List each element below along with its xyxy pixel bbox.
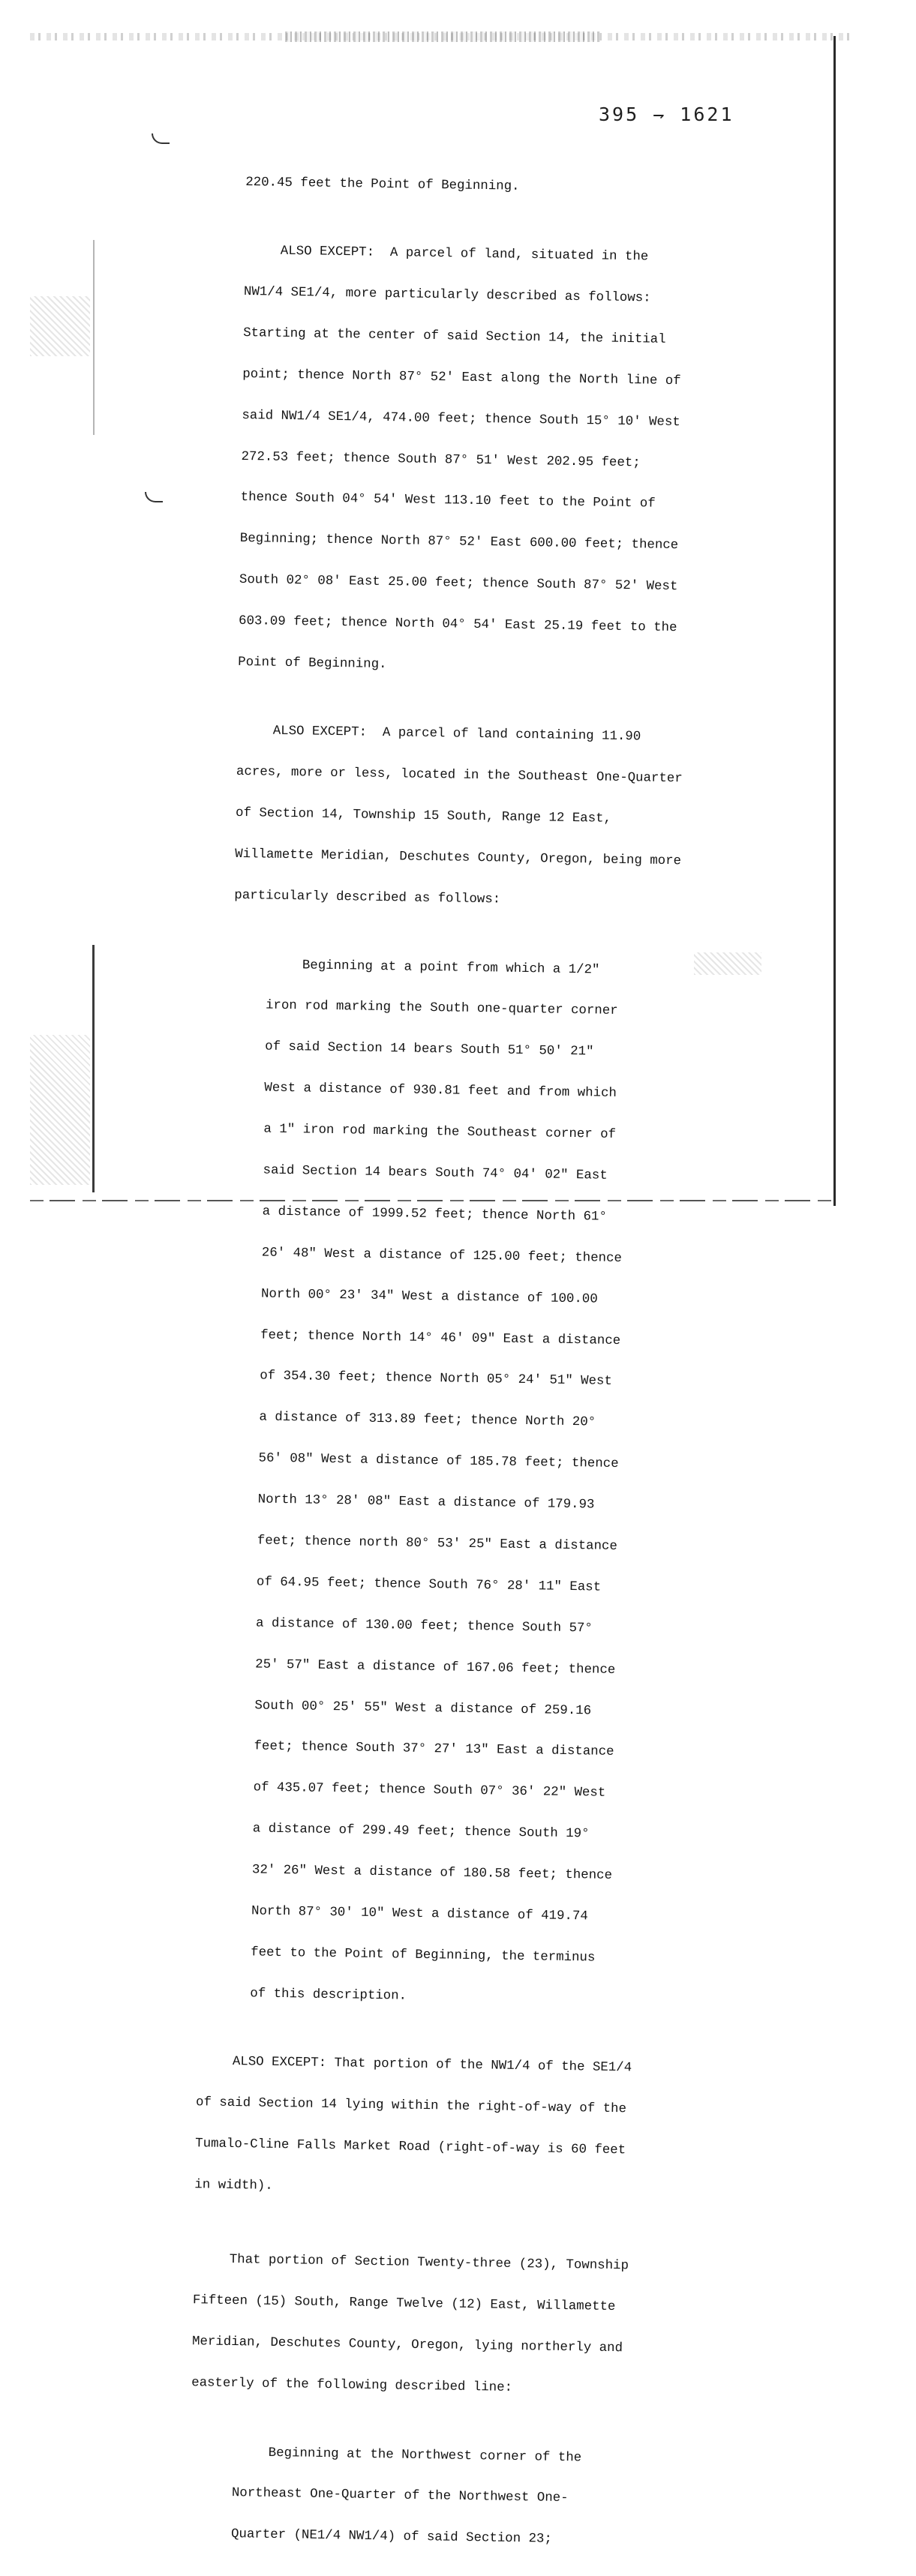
- text-line: South 02° 08' East 25.00 feet; thence South 87° 52' West: [239, 573, 678, 595]
- text-line: North 87° 30' 10" West a distance of 419.74: [251, 1904, 588, 1924]
- page-number: 395 ⇁ 1621: [599, 103, 734, 125]
- paragraph-also-except-2: [234, 697, 695, 938]
- text-line: North 00° 23' 34" West a distance of 100.00: [260, 1287, 598, 1307]
- text-line: feet; thence north 80° 53' 25" East a distance: [257, 1534, 617, 1554]
- text-line: of 64.95 feet; thence South 76° 28' 11" East: [256, 1575, 602, 1595]
- text-line: That portion of Section Twenty-three (23), Township: [229, 2253, 629, 2274]
- text-line: 32' 26" West a distance of 180.58 feet; thence: [251, 1863, 613, 1884]
- text-line: easterly of the following described line:: [191, 2376, 513, 2396]
- scan-speckle: [30, 1035, 90, 1185]
- text-line: Northeast One-Quarter of the Northwest One-: [231, 2486, 569, 2506]
- scan-mark: [152, 133, 170, 144]
- text-line: of said Section 14 lying within the right-of-way of the: [195, 2095, 627, 2117]
- text-line: Beginning at a point from which a 1/2": [302, 958, 600, 978]
- text-line: ALSO EXCEPT: A parcel of land containing 11.90: [272, 724, 641, 745]
- text-line: of this description.: [250, 1987, 407, 2004]
- text-line: 26' 48" West a distance of 125.00 feet; thence: [261, 1246, 623, 1266]
- text-line: Fifteen (15) South, Range Twelve (12) East, Willamette: [192, 2293, 616, 2315]
- left-margin-line: [92, 945, 95, 1192]
- text-line: iron rod marking the South one-quarter corner: [265, 998, 618, 1019]
- text-line: a 1" iron rod marking the Southeast corner of: [263, 1122, 617, 1142]
- text-line: Beginning; thence North 87° 52' East 600.00 feet; thence: [239, 532, 679, 553]
- text-line: in width).: [194, 2178, 273, 2194]
- text-line: 220.45 feet the Point of Beginning.: [245, 175, 520, 194]
- paragraph-also-except-3: [194, 2028, 674, 2227]
- legal-description: [191, 148, 704, 2576]
- text-line: Tumalo-Cline Falls Market Road (right-of-way is 60 feet: [195, 2137, 626, 2158]
- text-line: ALSO EXCEPT: A parcel of land, situated in the: [280, 244, 649, 265]
- text-line: a distance of 1999.52 feet; thence North 61°: [262, 1204, 608, 1225]
- text-line: Beginning at the Northwest corner of the: [268, 2446, 582, 2465]
- paragraph-also-except-1: [238, 217, 703, 704]
- text-line: feet to the Point of Beginning, the terminus: [251, 1945, 596, 1966]
- left-margin-faint-line: [93, 240, 95, 435]
- text-line: acres, more or less, located in the Southeast One-Quarter: [236, 765, 683, 787]
- scan-noise-band: [285, 31, 600, 42]
- text-line: Meridian, Deschutes County, Oregon, lying northerly and: [191, 2335, 623, 2356]
- text-line: feet; thence North 14° 46' 09" East a distance: [260, 1328, 621, 1348]
- text-line: of 435.07 feet; thence South 07° 36' 22" West: [253, 1780, 606, 1801]
- scan-speckle: [694, 952, 761, 975]
- text-line: particularly described as follows:: [234, 888, 501, 907]
- text-line: Starting at the center of said Section 14, the initial: [242, 325, 666, 347]
- text-line: Willamette Meridian, Deschutes County, Oregon, being more: [235, 847, 682, 869]
- text-line: of said Section 14 bears South 51° 50' 21": [265, 1039, 594, 1060]
- paragraph-metes-and-bounds: [217, 931, 692, 2035]
- text-line: said NW1/4 SE1/4, 474.00 feet; thence South 15° 10' West: [242, 408, 680, 430]
- text-line: South 00° 25' 55" West a distance of 259.16: [254, 1698, 592, 1719]
- text-line: North 13° 28' 08" East a distance of 179.93: [257, 1492, 595, 1513]
- text-line: a distance of 130.00 feet; thence South 57°: [255, 1616, 593, 1636]
- text-line: West a distance of 930.81 feet and from which: [264, 1081, 617, 1102]
- text-line: Quarter (NE1/4 NW1/4) of said Section 23;: [230, 2527, 553, 2548]
- right-margin-line: [833, 36, 836, 1206]
- text-line: NW1/4 SE1/4, more particularly described as follows:: [243, 284, 651, 306]
- text-line: a distance of 299.49 feet; thence South 19°: [252, 1822, 590, 1842]
- text-line: said Section 14 bears South 74° 04' 02" East: [263, 1163, 608, 1183]
- text-line: 603.09 feet; thence North 04° 54' East 25.19 feet to the: [238, 614, 677, 636]
- text-line: 56' 08" West a distance of 185.78 feet; thence: [258, 1451, 619, 1472]
- text-line: 272.53 feet; thence South 87° 51' West 202.95 feet;: [241, 449, 641, 470]
- paragraph-1: [245, 148, 704, 224]
- paragraph-section-23-line: [208, 2419, 668, 2576]
- paragraph-section-23: [191, 2226, 671, 2425]
- text-line: ALSO EXCEPT: That portion of the NW1/4 of the SE1/4: [232, 2055, 632, 2076]
- scan-mark: [145, 492, 163, 502]
- text-line: feet; thence South 37° 27' 13" East a distance: [254, 1739, 614, 1760]
- text-line: point; thence North 87° 52' East along the North line of: [242, 367, 681, 388]
- text-line: of 354.30 feet; thence North 05° 24' 51" West: [260, 1369, 612, 1390]
- scan-speckle: [30, 296, 90, 356]
- text-line: a distance of 313.89 feet; thence North 20°: [259, 1410, 596, 1430]
- text-line: of Section 14, Township 15 South, Range 12 East,: [235, 806, 612, 827]
- text-line: 25' 57" East a distance of 167.06 feet; thence: [255, 1657, 616, 1678]
- text-line: Point of Beginning.: [238, 655, 387, 673]
- text-line: thence South 04° 54' West 113.10 feet to the Point of: [240, 490, 656, 512]
